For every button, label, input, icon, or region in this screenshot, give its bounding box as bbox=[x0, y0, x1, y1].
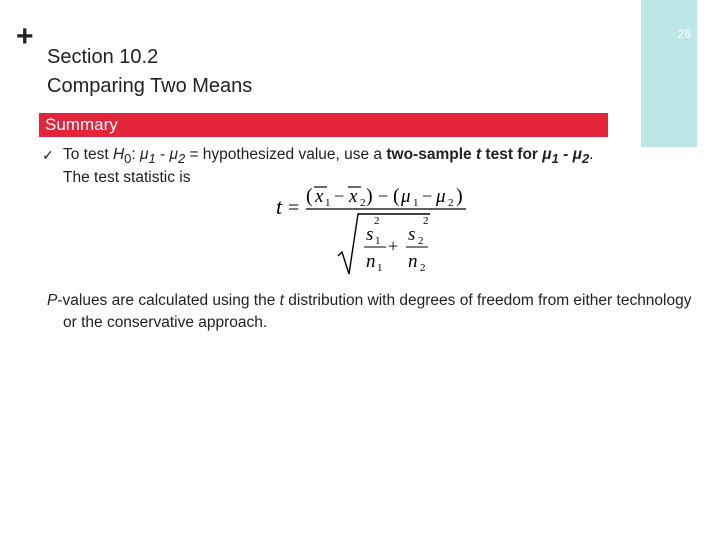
formula-n2: n bbox=[408, 251, 418, 272]
check-bullet-icon: ✓ bbox=[42, 147, 54, 163]
bullet-bold-t: t bbox=[475, 146, 482, 163]
formula-t: t bbox=[276, 194, 283, 219]
title-line-2: Comparing Two Means bbox=[47, 75, 253, 97]
t-statistic-formula bbox=[270, 178, 482, 278]
bullet-bold-mu1-sub: 1 bbox=[551, 151, 559, 167]
formula-s2-sup: 2 bbox=[423, 215, 429, 227]
bullet-bold-minus: - bbox=[558, 146, 573, 163]
formula-mu2-sub: 2 bbox=[448, 197, 454, 209]
bullet-mu1-sub: 1 bbox=[148, 151, 156, 167]
formula-lp2: ( bbox=[393, 185, 400, 207]
bullet-line2: The test statistic is bbox=[63, 169, 191, 187]
formula-x1-sub: 1 bbox=[325, 197, 331, 209]
formula-rp1: ) bbox=[366, 185, 373, 207]
bullet-colon: : bbox=[131, 146, 140, 163]
bullet-mu2: μ bbox=[169, 146, 178, 163]
slide-title bbox=[47, 43, 252, 101]
formula-minus3: − bbox=[422, 186, 433, 206]
formula-eq: = bbox=[288, 197, 300, 219]
formula-x1: x bbox=[315, 186, 324, 207]
bullet-bold-mu2: μ bbox=[572, 146, 582, 163]
summary-bar bbox=[39, 113, 608, 137]
formula-s2: s bbox=[408, 224, 416, 245]
note-t1: -values are calculated using the bbox=[57, 292, 280, 309]
formula-plus: + bbox=[388, 236, 399, 256]
formula-s1: s bbox=[366, 224, 374, 245]
formula-s1-sup: 2 bbox=[374, 215, 380, 227]
formula-x2: x bbox=[349, 186, 358, 207]
formula-mu1: μ bbox=[401, 186, 411, 207]
formula-lp1: ( bbox=[306, 185, 313, 207]
bullet-mu2-sub: 2 bbox=[177, 151, 186, 167]
formula-minus1: − bbox=[334, 186, 345, 206]
formula-n1: n bbox=[366, 251, 376, 272]
slide-number: 26 bbox=[677, 27, 691, 41]
summary-label: Summary bbox=[45, 115, 118, 134]
bullet-bold-mu1: μ bbox=[542, 146, 552, 163]
bullet-mu1: μ bbox=[139, 146, 149, 163]
bullet-bold2: test for bbox=[481, 146, 543, 163]
formula-mu2: μ bbox=[436, 186, 446, 207]
formula-n2-sub: 2 bbox=[420, 262, 426, 274]
bullet-bold-mu2-sub: 2 bbox=[581, 151, 590, 167]
note-p: P bbox=[47, 292, 58, 309]
note-t: t bbox=[279, 292, 284, 309]
formula-s1-sub: 1 bbox=[375, 235, 381, 247]
title-line-1: Section 10.2 bbox=[47, 46, 159, 68]
bullet-t3: . bbox=[589, 146, 594, 163]
bullet-h: H bbox=[112, 146, 125, 163]
formula-n1-sub: 1 bbox=[377, 262, 383, 274]
bullet-t2: = hypothesized value, use a bbox=[185, 146, 387, 163]
formula-minus2: − bbox=[378, 186, 389, 206]
formula-s2-sub: 2 bbox=[418, 235, 424, 247]
bullet-h-sub: 0 bbox=[124, 151, 132, 167]
formula-mu1-sub: 1 bbox=[413, 197, 419, 209]
accent-bar bbox=[641, 0, 697, 147]
note-t2: distribution with degrees of freedom from either technology or the conservative approach. bbox=[63, 292, 692, 331]
formula-rp2: ) bbox=[456, 185, 463, 207]
p-value-note bbox=[47, 290, 693, 334]
plus-mark: + bbox=[16, 20, 34, 53]
bullet-t1: To test bbox=[63, 146, 113, 163]
bullet-bold1: two-sample bbox=[386, 146, 476, 163]
bullet-minus: - bbox=[155, 146, 170, 163]
formula-x2-sub: 2 bbox=[360, 197, 366, 209]
